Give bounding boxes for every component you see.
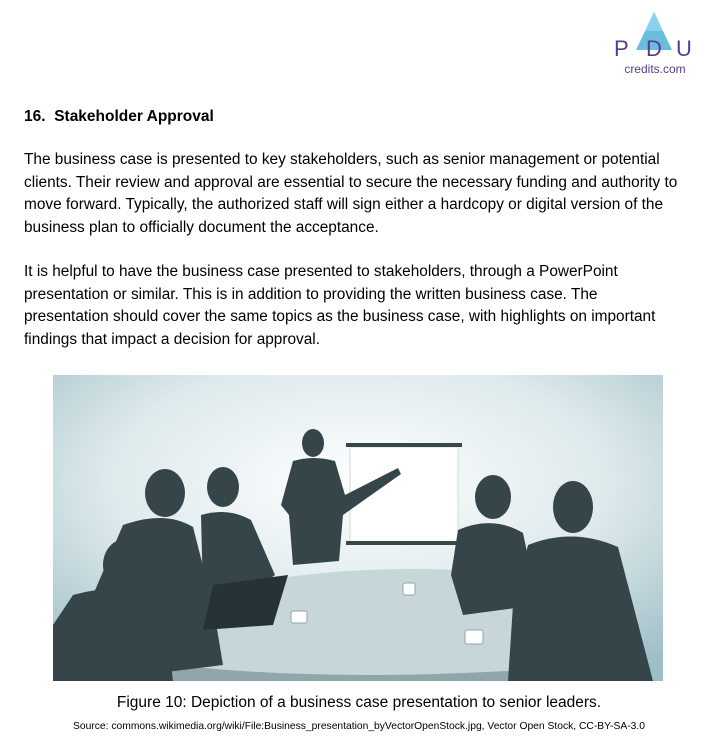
paragraph-1: The business case is presented to key stakeholders, such as senior management or potential clients. Their review and approval are essential to secure the necessary funding and authority to move forward. Typically, the authorized staff will sign either a hardcopy or digital version of the business plan to officially document the acceptance. <box>24 151 678 236</box>
logo-letter-u: U <box>676 36 694 61</box>
logo-letter-p: P <box>614 36 631 61</box>
section-heading <box>24 108 214 126</box>
logo-letter-d: D <box>646 36 664 61</box>
pdu-credits-logo <box>608 10 698 80</box>
presentation-illustration <box>53 375 663 681</box>
figure-caption: Figure 10: Depiction of a business case presentation to senior leaders. <box>116 694 602 711</box>
section-title: Stakeholder Approval <box>54 108 214 125</box>
figure-source: Source: commons.wikimedia.org/wiki/File:Business_presentation_byVectorOpenStock.jpg, Vector Open Stock, CC-BY-SA-3.0 <box>73 721 645 732</box>
logo-subtext: credits.com <box>624 62 686 76</box>
section-number: 16. <box>24 108 46 125</box>
paragraph-2: It is helpful to have the business case presented to stakeholders, through a PowerPoint presentation or similar. This is in addition to providing the written business case. The presentation should cover the same topics as the business case, with highlights on important findings that impact a decision for approval. <box>24 263 656 348</box>
meeting-silhouette-image <box>53 375 663 681</box>
